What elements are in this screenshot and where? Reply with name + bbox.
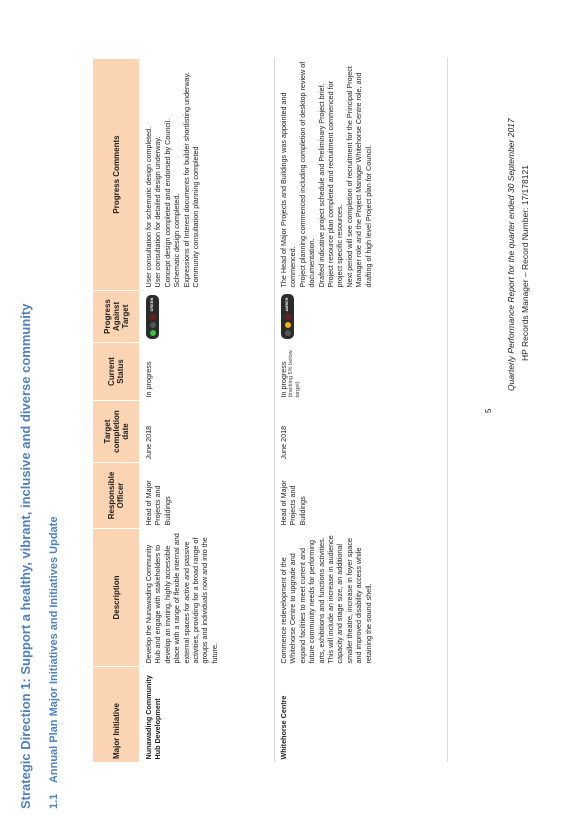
subsection-title: Annual Plan Major Initiatives and Initiatives Update (48, 516, 60, 784)
report-title-footer: Quarterly Performance Report for the quarter ended 30 September 2017 (506, 118, 516, 391)
initiatives-table (92, 58, 448, 763)
comment-line: Community consultation planning completed (191, 146, 201, 288)
comment-line: Schematic design completed. (172, 193, 182, 288)
responsible-officer: Head of Major Projects and Buildings (275, 463, 448, 529)
responsible-officer: Head of Major Projects and Buildings (140, 463, 275, 529)
status-text: In progress (144, 361, 153, 398)
record-number-footer: HP Records Manager – Record Number: 17/178121 (520, 165, 530, 361)
amber-lamp (150, 323, 156, 329)
header-progress-comments: Progress Comments (93, 59, 140, 291)
table-header-row (93, 59, 140, 763)
comment-line: The Head of Major Projects and Buildings was appointed and commenced. (279, 92, 298, 288)
initiative-name: Nunawading Community Hub Development (140, 667, 275, 763)
status-note: (tracking 5% below target) (288, 350, 302, 398)
current-status (140, 343, 275, 401)
traffic-light-label: GREEN (150, 297, 154, 312)
table-row (140, 59, 275, 763)
strategic-direction-heading: Strategic Direction 1: Support a healthy, vibrant, inclusive and diverse community (18, 303, 33, 809)
status-text: In progress (279, 361, 288, 398)
subsection-heading (48, 517, 60, 809)
red-lamp (285, 315, 291, 321)
traffic-light-icon (281, 294, 294, 339)
red-lamp (150, 315, 156, 321)
traffic-light-label: AMBER (285, 297, 289, 312)
table-row (275, 59, 448, 763)
header-major-initiative: Major Initiative (93, 667, 140, 763)
header-progress-against-target: Progress Against Target (93, 291, 140, 343)
progress-indicator (140, 291, 275, 343)
amber-lamp (285, 323, 291, 329)
comment-line: Project resource plan completed and recruitment commenced for project specific resources. (326, 80, 345, 288)
header-current-status: Current Status (93, 343, 140, 401)
comment-line: Project planning commenced including completion of desktop review of documentation. (297, 61, 317, 288)
comment-line: User consultation for detailed design underway. (153, 136, 163, 288)
progress-comments (275, 59, 448, 291)
comment-line: User consultation for schematic design completed. (144, 126, 153, 288)
traffic-light-icon (146, 295, 159, 340)
comment-line: Concept design completed and endorsed by Council. (162, 118, 172, 288)
green-lamp (150, 331, 156, 337)
header-description: Description (93, 529, 140, 667)
progress-comments (140, 59, 275, 291)
page-number: 5 (484, 408, 493, 413)
target-completion-date: June 2018 (275, 401, 448, 463)
comment-line: Expressions of Interest documents for builder shortlisting underway. (181, 72, 191, 288)
target-completion-date: June 2018 (140, 401, 275, 463)
current-status (275, 343, 448, 401)
header-target-completion-date: Target completion date (93, 401, 140, 463)
initiative-name: Whitehorse Centre (275, 667, 448, 763)
header-responsible-officer: Responsible Officer (93, 463, 140, 529)
comment-line: Next period will see completion of recruitment for the Principal Project Manager role and the Project Manager Whitehorse Centre role, and drafting of high level Project plan for Council. (344, 66, 373, 288)
progress-indicator (275, 291, 448, 343)
subsection-number: 1.1 (48, 793, 60, 809)
initiative-description: Commence redevelopment of the Whitehorse Centre to upgrade and expand facilities to meet current and future community needs for performing arts, exhibitions and functions activities. This will include an increase in audience capacity and stage size, an additional smaller theatre, increase in foyer space and improved disability access while retaining the sound shell. (275, 529, 448, 667)
comment-line: Drafted indicative project schedule and Preliminary Project brief. (316, 83, 326, 288)
initiative-description: Develop the Nunawading Community Hub and engage with stakeholders to develop an inviting, highly accessible place with a range of flexible internal and external spaces for active and passive activities, providing for a broad range of groups and individuals now and into the future. (140, 529, 275, 667)
green-lamp (285, 331, 291, 337)
